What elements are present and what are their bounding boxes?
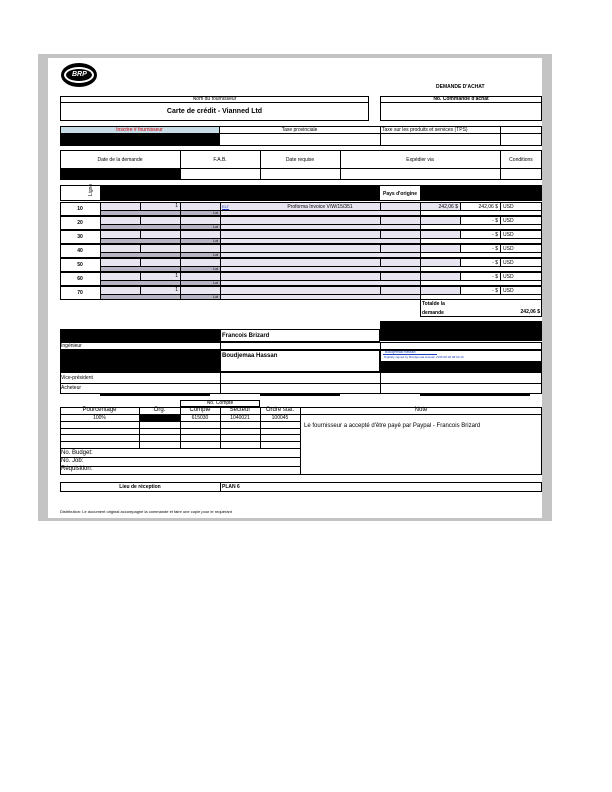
accounting-value-4[interactable]: 100045 bbox=[271, 415, 289, 421]
supplier-number-label: Inscrire # fournisseur bbox=[116, 127, 163, 133]
line-currency: USD bbox=[503, 288, 514, 294]
buyer-label: Acheteur bbox=[61, 385, 82, 391]
note-label: Note bbox=[414, 407, 428, 413]
line-link[interactable]: ELT bbox=[222, 204, 230, 209]
line-currency: USD bbox=[503, 274, 514, 280]
line-number: 20 bbox=[77, 220, 83, 226]
line-currency: USD bbox=[503, 246, 514, 252]
supplier-name-label: Nom du fournisseur bbox=[192, 96, 237, 102]
line-total: - $ bbox=[492, 232, 498, 238]
line-qty[interactable]: 1 bbox=[175, 203, 178, 209]
budget-label: No. Budget: bbox=[61, 450, 93, 456]
line-currency: USD bbox=[503, 204, 514, 210]
total-value: 242,06 $ bbox=[520, 309, 540, 315]
line-lot: Lot bbox=[213, 281, 218, 285]
line-item-row bbox=[60, 258, 542, 272]
line-item-row bbox=[60, 286, 542, 300]
accounting-header-0: Pourcentage bbox=[82, 407, 117, 413]
line-lot: Lot bbox=[213, 295, 218, 299]
line-column-label: Ligne bbox=[88, 183, 94, 196]
digital-signature[interactable]: Boudjemaa Hassan bbox=[385, 350, 416, 354]
line-lot: Lot bbox=[213, 267, 218, 271]
line-number: 30 bbox=[77, 234, 83, 240]
line-total: - $ bbox=[492, 274, 498, 280]
origin-country-label: Pays d'origine bbox=[383, 191, 417, 197]
requisition-label: Réquisition: bbox=[61, 466, 93, 472]
line-qty[interactable]: 1 bbox=[175, 273, 178, 279]
line-lot: Lot bbox=[213, 253, 218, 257]
conditions-label: Conditions bbox=[509, 157, 533, 163]
request-date-label: Date de la demande bbox=[97, 157, 143, 163]
line-description[interactable]: Proforma Invoice V/W/15/351 bbox=[287, 204, 353, 210]
fab-label: F.A.B. bbox=[213, 157, 227, 163]
line-total: - $ bbox=[492, 288, 498, 294]
line-total: - $ bbox=[492, 218, 498, 224]
line-qty[interactable]: 1 bbox=[175, 287, 178, 293]
reception-value[interactable]: PLAN 6 bbox=[222, 484, 240, 490]
engineer-label: Ingénieur bbox=[61, 343, 82, 349]
line-number: 70 bbox=[77, 290, 83, 296]
line-number: 40 bbox=[77, 248, 83, 254]
vp-label: Vice-président bbox=[61, 375, 93, 381]
line-currency: USD bbox=[503, 260, 514, 266]
line-number: 60 bbox=[77, 276, 83, 282]
accounting-header-3: Secteur bbox=[229, 407, 251, 413]
line-total: - $ bbox=[492, 260, 498, 266]
total-label-2: demande bbox=[422, 310, 444, 316]
line-item-row bbox=[60, 216, 542, 230]
line-unit-price[interactable]: 242,06 $ bbox=[438, 204, 458, 210]
note-text[interactable]: Le fournisseur a accepté d'être payé par Paypal - Francois Brizard bbox=[304, 423, 481, 429]
ship-via-label: Expédier via bbox=[406, 157, 434, 163]
gst-label: Taxe sur les produits et services (TPS) bbox=[382, 127, 468, 133]
line-item-row bbox=[60, 272, 542, 286]
line-number: 10 bbox=[77, 206, 83, 212]
line-lot: Lot bbox=[213, 225, 218, 229]
required-date-label: Date requise bbox=[285, 157, 315, 163]
accounting-header-1: Org. bbox=[153, 407, 166, 413]
line-number: 50 bbox=[77, 262, 83, 268]
po-number-label: No. Commande d'achat bbox=[433, 96, 489, 102]
line-item-row bbox=[60, 202, 542, 216]
line-total: 242,06 $ bbox=[478, 204, 498, 210]
line-item-row bbox=[60, 244, 542, 258]
reception-label: Lieu de réception bbox=[119, 484, 161, 490]
accounting-value-0[interactable]: 100% bbox=[93, 415, 106, 421]
account-number-label: No. Compte bbox=[206, 400, 234, 406]
logo-text: BRP bbox=[72, 71, 87, 78]
engineer-name: Francois Brizard bbox=[222, 333, 270, 339]
digital-signature-note: Digitally signed by Boudjemaa Hassan 2015.08.28 08:02:10 bbox=[384, 355, 464, 359]
vp-name: Boudjemaa Hassan bbox=[222, 353, 278, 359]
line-item-row bbox=[60, 230, 542, 244]
total-label-1: Totalde la bbox=[422, 301, 445, 307]
accounting-value-3[interactable]: 1040021 bbox=[230, 415, 250, 421]
accounting-header-2: Compte bbox=[189, 407, 211, 413]
line-total: - $ bbox=[492, 246, 498, 252]
provincial-tax-label: Taxe provinciale bbox=[281, 127, 318, 133]
accounting-value-2[interactable]: 615030 bbox=[191, 415, 209, 421]
line-currency: USD bbox=[503, 218, 514, 224]
distribution-note: Distribution: Le document original accompagne la commande et faire une copie pour le requérant bbox=[60, 509, 232, 514]
line-lot: Lot bbox=[213, 211, 218, 215]
accounting-header-4: Ordre stat. bbox=[265, 407, 295, 413]
line-currency: USD bbox=[503, 232, 514, 238]
job-label: No. Job: bbox=[61, 458, 84, 464]
doc-title: DEMANDE D'ACHAT bbox=[436, 84, 485, 90]
supplier-name-value[interactable]: Carte de crédit - Vianned Ltd bbox=[166, 108, 263, 115]
line-lot: Lot bbox=[213, 239, 218, 243]
